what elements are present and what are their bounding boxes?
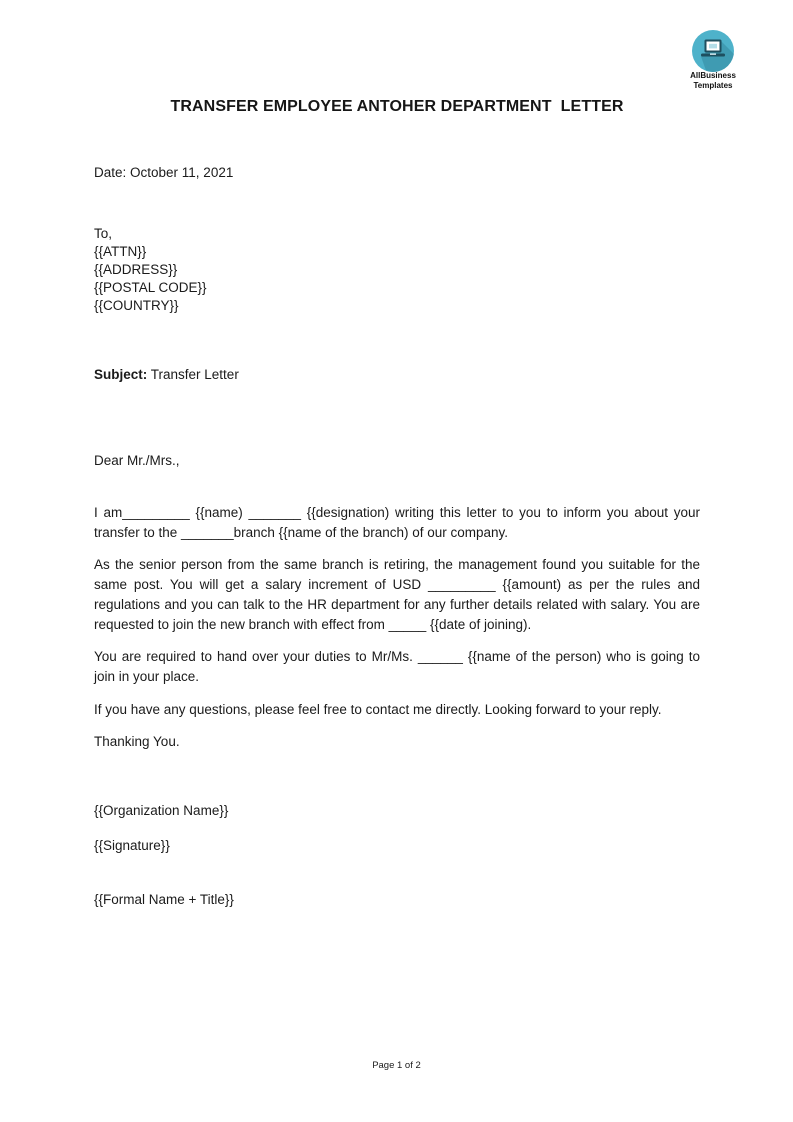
logo-laptop-badge <box>692 30 734 72</box>
closing-organization-placeholder: {{Organization Name}} <box>94 803 229 819</box>
logo-wordmark <box>671 71 755 90</box>
salutation: Dear Mr./Mrs., <box>94 453 180 468</box>
subject-label: Subject: <box>94 367 148 382</box>
laptop-icon <box>701 40 725 57</box>
recipient-attn-placeholder: {{ATTN}} <box>94 244 147 259</box>
letter-title: TRANSFER EMPLOYEE ANTOHER DEPARTMENT LETTER <box>170 98 624 115</box>
logo <box>671 30 755 90</box>
recipient-block <box>94 225 700 315</box>
paragraph-handover: You are required to hand over your duties to Mr/Ms. ______ {{name of the person) who is going to join in your place. <box>94 649 700 684</box>
recipient-postal-code-placeholder: {{POSTAL CODE}} <box>94 280 207 295</box>
paragraph-intro: I am_________ {{name) _______ {{designation) writing this letter to you to inform you about your transfer to the _______branch {{name of the branch) of our company. <box>94 505 700 540</box>
subject-value: Transfer Letter <box>150 367 239 382</box>
page-number: Page 1 of 2 <box>372 1060 421 1071</box>
date-line: Date: October 11, 2021 <box>94 165 234 180</box>
recipient-address-placeholder: {{ADDRESS}} <box>94 262 178 277</box>
recipient-country-placeholder: {{COUNTRY}} <box>94 298 179 313</box>
closing-signature-placeholder: {{Signature}} <box>94 838 170 854</box>
logo-wordmark-line1: AllBusiness <box>690 71 736 80</box>
recipient-to: To, <box>94 226 113 241</box>
closing-formal-name-placeholder: {{Formal Name + Title}} <box>94 892 234 908</box>
paragraph-salary-details: As the senior person from the same branch is retiring, the management found you suitable for the same post. You will get a salary increment of USD _________ {{amount) as per the rules and regulations and you can talk to the HR department for any further details related with salary. You are requested to join the new branch with effect from _____ {{date of joining). <box>94 557 700 632</box>
paragraph-thanks: Thanking You. <box>94 734 180 750</box>
letter-body <box>94 503 700 752</box>
paragraph-contact: If you have any questions, please feel free to contact me directly. Looking forward to your reply. <box>94 701 662 717</box>
subject-line <box>94 365 700 384</box>
logo-wordmark-line2: Templates <box>693 80 733 90</box>
